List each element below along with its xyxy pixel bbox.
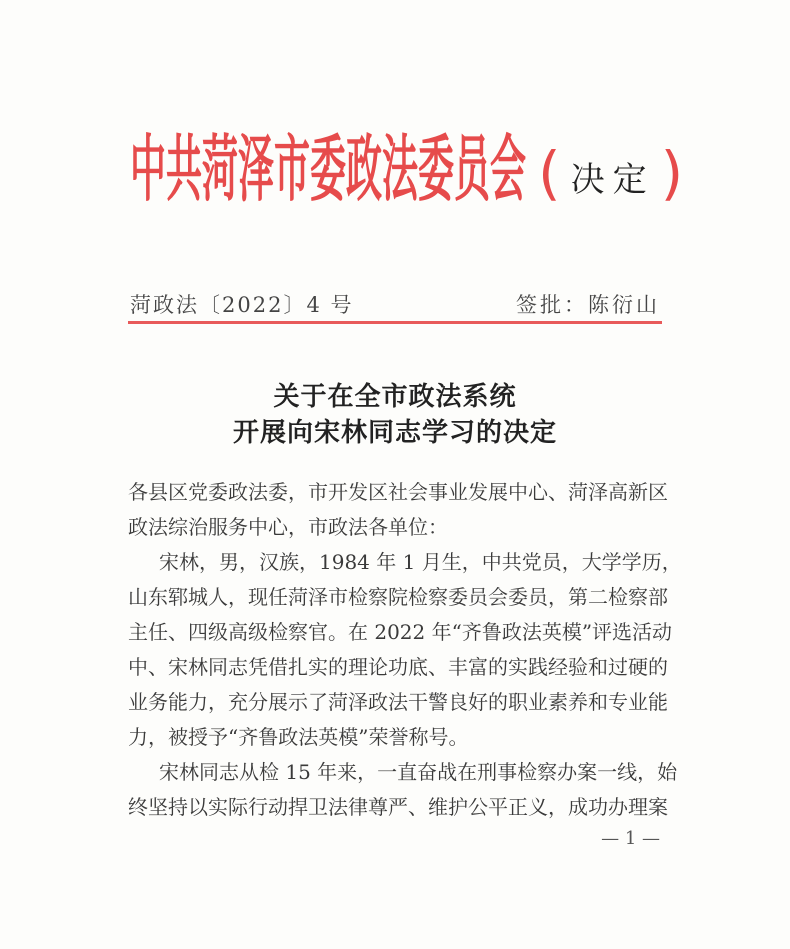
body-line: 终坚持以实际行动捍卫法律尊严、维护公平正义，成功办理案 bbox=[128, 795, 668, 819]
body-line: 力，被授予“齐鲁政法英模”荣誉称号。 bbox=[128, 725, 469, 749]
body-line: 山东郓城人，现任菏泽市检察院检察委员会委员，第二检察部 bbox=[128, 585, 668, 609]
document-title-line-2: 开展向宋林同志学习的决定 bbox=[232, 418, 557, 448]
body-line: 宋林同志从检 15 年来，一直奋战在刑事检察办案一线，始 bbox=[159, 760, 678, 784]
page-number: — 1 — bbox=[601, 828, 660, 849]
body-line: 政法综治服务中心，市政法各单位： bbox=[128, 515, 448, 539]
paren-close: ) bbox=[660, 139, 684, 207]
document-title-line-1: 关于在全市政法系统 bbox=[273, 382, 517, 412]
document-number: 菏政法〔2022〕4 号 bbox=[130, 293, 354, 317]
organization-name: 中共菏泽市委政法委员会 bbox=[130, 130, 527, 212]
body-line: 中、宋林同志凭借扎实的理论功底、丰富的实践经验和过硬的 bbox=[128, 655, 668, 679]
issuing-organization-header bbox=[130, 128, 683, 223]
body-line: 主任、四级高级检察官。在 2022 年“齐鲁政法英模”评选活动 bbox=[128, 620, 673, 644]
red-divider bbox=[128, 321, 662, 324]
body-line: 业务能力，充分展示了菏泽政法干警良好的职业素养和专业能 bbox=[128, 690, 668, 714]
paren-open: ( bbox=[538, 139, 561, 207]
signer: 签批：陈衍山 bbox=[516, 293, 660, 317]
body-line: 各县区党委政法委，市开发区社会事业发展中心、菏泽高新区 bbox=[128, 480, 668, 504]
body-line: 宋林，男，汉族，1984 年 1 月生，中共党员，大学学历， bbox=[159, 550, 682, 574]
document-kind: 决定 bbox=[570, 160, 655, 200]
